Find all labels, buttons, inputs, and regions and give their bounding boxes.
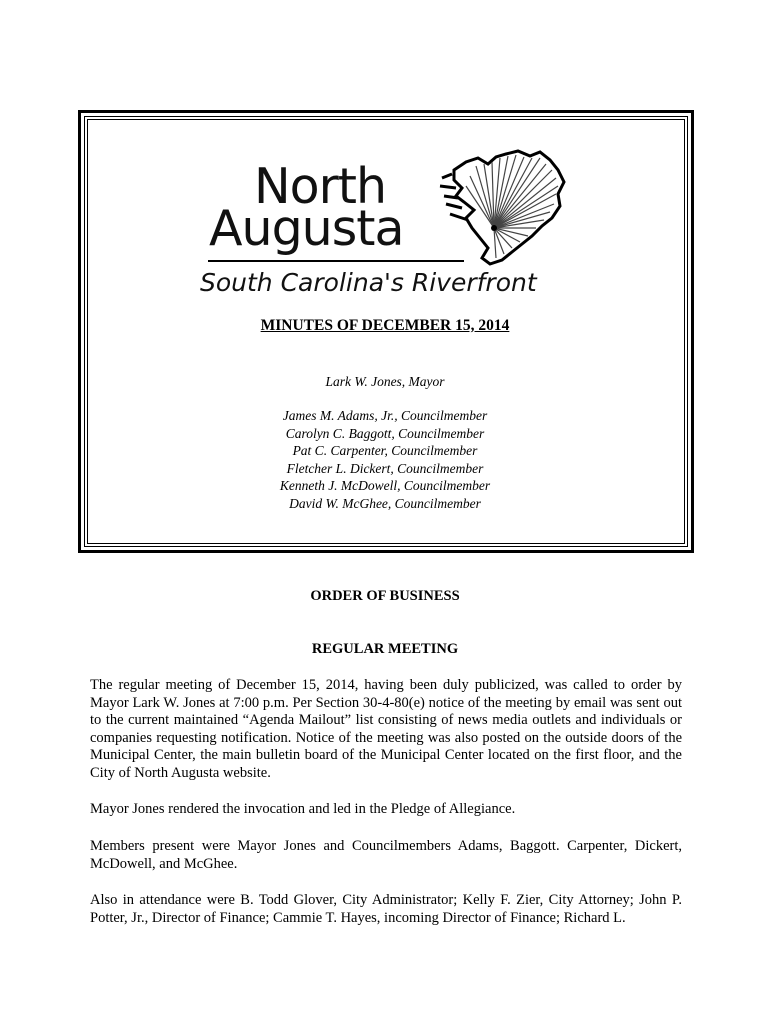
body-paragraph: The regular meeting of December 15, 2014, having been duly publicized, was called to order by Mayor Lark W. Jones at 7:00 p.m. Per Section 30-4-80(e) notice of the meeting by email was sent out to the current maintained “Agenda Mailout” list consisting of news media outlets and individuals or companies requesting notification. Notice of the meeting was also posted on the outside doors of the Municipal Center, the main bulletin board of the Municipal Center located on the first floor, and the City of North Augusta website. bbox=[90, 677, 682, 781]
council-member: David W. McGhee, Councilmember bbox=[289, 495, 481, 511]
council-list bbox=[0, 407, 770, 513]
body-paragraph: Members present were Mayor Jones and Councilmembers Adams, Baggott. Carpenter, Dickert, McDowell, and McGhee. bbox=[90, 838, 682, 872]
minutes-title: MINUTES OF DECEMBER 15, 2014 bbox=[260, 317, 510, 334]
regular-meeting-heading: REGULAR MEETING bbox=[311, 641, 459, 657]
city-logo bbox=[196, 148, 576, 308]
logo-augusta-text: Augusta bbox=[209, 200, 404, 257]
council-member: Fletcher L. Dickert, Councilmember bbox=[286, 460, 484, 476]
body-paragraph: Mayor Jones rendered the invocation and led in the Pledge of Allegiance. bbox=[90, 801, 516, 817]
map-focal-point bbox=[491, 225, 497, 231]
south-carolina-map-icon bbox=[432, 148, 567, 266]
logo-north-text: North bbox=[254, 158, 387, 215]
council-member: Kenneth J. McDowell, Councilmember bbox=[279, 478, 491, 494]
logo-tagline: South Carolina's Riverfront bbox=[200, 268, 537, 297]
mayor-name: Lark W. Jones, Mayor bbox=[325, 374, 445, 389]
council-member: Pat C. Carpenter, Councilmember bbox=[292, 443, 478, 459]
council-member: Carolyn C. Baggott, Councilmember bbox=[285, 425, 485, 441]
body-paragraph: Also in attendance were B. Todd Glover, City Administrator; Kelly F. Zier, City Attorney; John P. Potter, Jr., Director of Finance; Cammie T. Hayes, incoming Director of Finance; Richard L. bbox=[90, 892, 682, 926]
council-member: James M. Adams, Jr., Councilmember bbox=[282, 408, 488, 423]
order-of-business-heading: ORDER OF BUSINESS bbox=[310, 588, 460, 604]
logo-underline bbox=[208, 260, 464, 262]
